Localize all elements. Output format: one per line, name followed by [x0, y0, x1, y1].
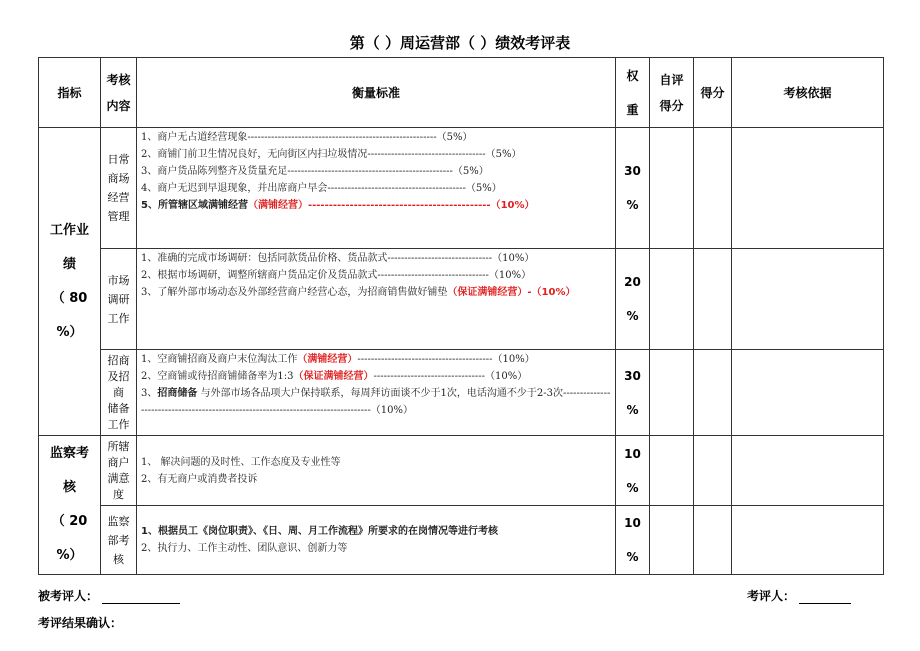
criteria-highlight: （满铺经营）: [247, 200, 308, 211]
subitem-label: 及招: [107, 369, 130, 383]
criteria-text: 3、: [141, 388, 158, 399]
score-cell[interactable]: [694, 249, 732, 350]
header-weight-line1: 权: [626, 68, 639, 83]
assessor-field: [747, 587, 851, 604]
criteria-highlight: （满铺经营）: [297, 354, 358, 365]
subitem-label: 经营: [107, 191, 130, 204]
criteria-line: 4、商户无迟到早退现象，并出席商户早会-----------------------------------------（5%）: [141, 183, 502, 194]
self-score-cell[interactable]: [650, 350, 694, 436]
weight-percent: %: [626, 550, 639, 564]
header-self-line2: 得分: [659, 98, 684, 113]
header-indicator: 指标: [39, 58, 101, 128]
subitem-label: 监察: [107, 514, 130, 528]
score-cell[interactable]: [694, 350, 732, 436]
header-content: [101, 58, 137, 128]
header-self-line1: 自评: [659, 72, 684, 87]
header-standard: 衡量标准: [137, 58, 616, 128]
page-title: 第（ ）周运营部（ ）绩效考评表: [349, 34, 571, 52]
table-row: [39, 249, 884, 350]
subitem-label: 所辖: [107, 439, 130, 453]
criteria-text: 与外部市场各品项大户保持联系，每周拜访面谈不少于1次，电话沟通不少于2-3次----------------------------------------------------------------------------------（10%）: [141, 388, 611, 416]
criteria-daily-management: [137, 128, 616, 249]
subitem-label: 商场: [107, 172, 130, 185]
self-score-cell[interactable]: [650, 128, 694, 249]
subitem-label: 工作: [107, 417, 130, 431]
criteria-bold-text: 5、所管辖区域满铺经营: [141, 200, 248, 211]
criteria-highlight: （保证满铺经营）: [293, 371, 374, 382]
criteria-line: 1、商户无占道经营现象--------------------------------------------------------（5%）: [141, 132, 473, 143]
weight-value: 20: [624, 275, 641, 289]
table-row: [39, 350, 884, 436]
category-label: 工作业: [49, 222, 89, 238]
criteria-line: [141, 351, 611, 368]
assessee-signature-line[interactable]: [102, 591, 180, 604]
criteria-supervision-dept: [137, 506, 616, 575]
assessor-signature-line[interactable]: [799, 591, 851, 604]
weight-cell: [616, 436, 650, 506]
table-row: [39, 436, 884, 506]
category-label: 核: [62, 480, 76, 495]
header-content-line1: 考核: [106, 72, 131, 87]
criteria-text: 1、空商铺招商及商户末位淘汰工作: [141, 354, 298, 365]
score-cell[interactable]: [694, 506, 732, 575]
result-confirmation: 考评结果确认：: [38, 616, 123, 630]
basis-cell[interactable]: [732, 436, 884, 506]
criteria-merchant-satisfaction: [137, 436, 616, 506]
category-label: （ 20: [51, 514, 88, 529]
criteria-line: 2、商铺门前卫生情况良好，无向街区内扫垃圾情况-----------------------------------（5%）: [141, 149, 522, 160]
evaluation-table: [38, 57, 884, 575]
criteria-recruitment: [137, 350, 616, 436]
criteria-text: 2、空商铺或待招商铺储备率为1:3: [141, 371, 294, 382]
subitem-supervision-dept: [101, 506, 137, 575]
criteria-line: 2、根据市场调研，调整所辖商户货品定价及货品款式---------------------------------（10%）: [141, 270, 532, 281]
weight-value: 10: [624, 516, 641, 530]
score-cell[interactable]: [694, 436, 732, 506]
criteria-line: [141, 368, 611, 385]
category-work-performance: [39, 128, 101, 436]
criteria-line: 2、执行力、工作主动性、团队意识、创新力等: [141, 543, 348, 554]
subitem-label: 度: [113, 487, 124, 501]
weight-percent: %: [626, 480, 639, 495]
weight-percent: %: [626, 402, 639, 417]
assessee-label: 被考评人：: [38, 589, 99, 603]
weight-value: 30: [624, 368, 641, 383]
criteria-market-research: [137, 249, 616, 350]
subitem-label: 核: [113, 552, 124, 566]
weight-percent: %: [626, 198, 639, 212]
subitem-label: 部考: [107, 533, 130, 547]
category-label: %）: [56, 324, 83, 340]
weight-cell: [616, 506, 650, 575]
header-row: [39, 58, 884, 128]
subitem-label: 储备: [107, 401, 130, 415]
weight-cell: [616, 350, 650, 436]
subitem-label: 工作: [107, 311, 130, 325]
category-label: 绩: [62, 256, 76, 272]
criteria-line: 1、准确的完成市场调研：包括同款货品价格、货品款式-------------------------------（10%）: [141, 253, 535, 264]
weight-cell: [616, 249, 650, 350]
self-score-cell[interactable]: [650, 249, 694, 350]
criteria-line: [141, 385, 611, 419]
subitem-label: 市场: [107, 273, 130, 287]
criteria-text: ----------------------------------------（10%）: [357, 354, 535, 365]
criteria-line: [141, 197, 611, 214]
basis-cell[interactable]: [732, 249, 884, 350]
header-content-line2: 内容: [106, 98, 131, 113]
criteria-line: 2、有无商户或消费者投诉: [141, 473, 258, 485]
criteria-text: 3、了解外部市场动态及外部经营商户经营心态，为招商销售做好铺垫: [141, 287, 448, 298]
subitem-label: 日常: [107, 153, 130, 166]
basis-cell[interactable]: [732, 506, 884, 575]
assessee-field: [38, 587, 180, 604]
criteria-text: ---------------------------------（10%）: [373, 371, 528, 382]
header-weight: [616, 58, 650, 128]
weight-value: 10: [624, 446, 641, 461]
assessor-label: 考评人：: [747, 589, 796, 603]
category-label: 监察考: [49, 446, 89, 461]
subitem-merchant-satisfaction: [101, 436, 137, 506]
subitem-recruitment: [101, 350, 137, 436]
category-label: %）: [56, 548, 83, 563]
criteria-line: [141, 284, 611, 301]
self-score-cell[interactable]: [650, 506, 694, 575]
criteria-highlight: --------------------------------------------（10%）: [307, 200, 535, 211]
basis-cell[interactable]: [732, 350, 884, 436]
subitem-label: 调研: [107, 292, 130, 306]
criteria-highlight: （保证满铺经营）: [447, 287, 528, 298]
header-self-score: [650, 58, 694, 128]
header-score: 得分: [694, 58, 732, 128]
subitem-label: 招商: [107, 353, 130, 367]
subitem-label: 商户: [107, 455, 130, 469]
header-weight-line2: 重: [626, 102, 639, 117]
weight-cell: [616, 128, 650, 249]
criteria-line: 3、商户货品陈列整齐及货量充足-------------------------------------------------（5%）: [141, 166, 489, 177]
subitem-market-research: [101, 249, 137, 350]
criteria-highlight: -（10%）: [527, 287, 576, 298]
category-supervision: [39, 436, 101, 575]
basis-cell[interactable]: [732, 128, 884, 249]
criteria-line: 1、 解决问题的及时性、工作态度及专业性等: [141, 456, 341, 468]
criteria-bold-text: 招商储备: [157, 388, 198, 399]
subitem-label: 满意: [107, 471, 130, 485]
subitem-daily-management: [101, 128, 137, 249]
subitem-label: 管理: [107, 210, 130, 223]
criteria-line: 1、根据员工《岗位职责》、《日、周、月工作流程》所要求的在岗情况等进行考核: [141, 526, 498, 537]
self-score-cell[interactable]: [650, 436, 694, 506]
header-basis: 考核依据: [732, 58, 884, 128]
weight-percent: %: [626, 309, 639, 323]
table-row: [39, 506, 884, 575]
subitem-label: 商: [113, 385, 124, 399]
score-cell[interactable]: [694, 128, 732, 249]
weight-value: 30: [624, 164, 641, 178]
table-row: [39, 128, 884, 249]
category-label: （ 80: [51, 290, 88, 306]
